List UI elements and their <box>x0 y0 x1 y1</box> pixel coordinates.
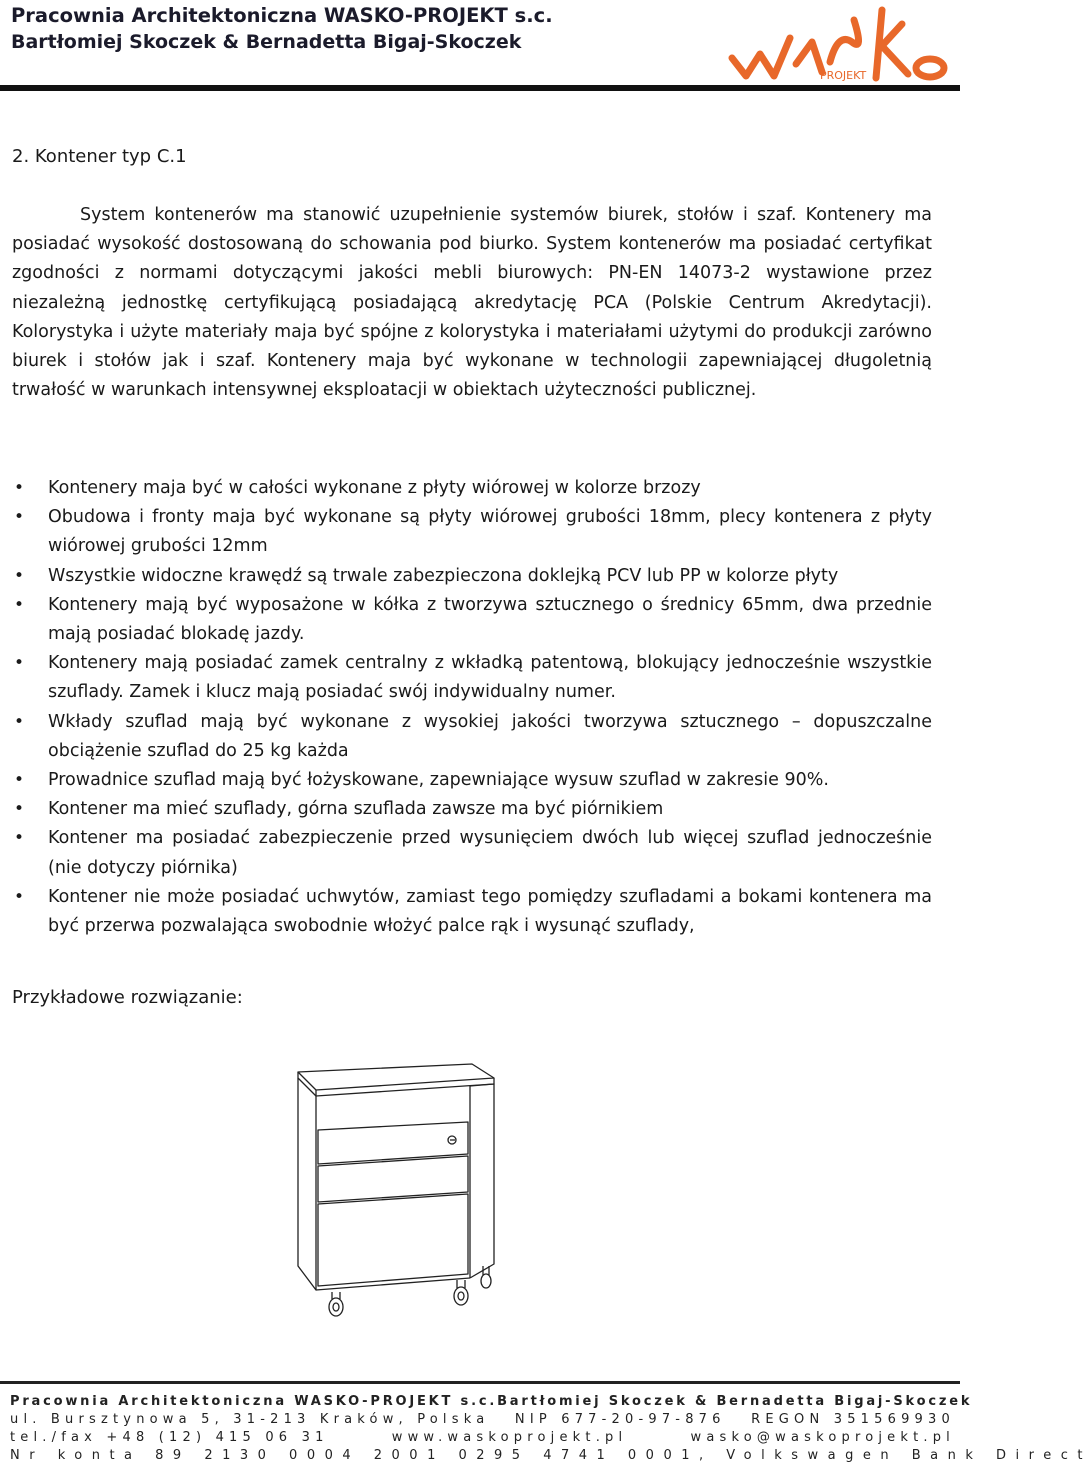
list-item <box>12 562 932 591</box>
bullet-icon: • <box>14 770 25 791</box>
footer-website-link[interactable]: www.waskoprojekt.pl <box>391 1430 628 1445</box>
footer-row-4 <box>10 1448 1092 1463</box>
list-item <box>12 795 932 824</box>
list-item-text: Kontener ma mieć szuflady, górna szuflada zawsze ma być piórnikiem <box>48 799 664 820</box>
footer-row-3 <box>10 1430 955 1445</box>
logo-subtitle: PROJEKT <box>820 69 867 82</box>
bullet-icon: • <box>14 507 25 528</box>
footer-company: Pracownia Architektoniczna WASKO-PROJEKT s.c. <box>10 1394 498 1409</box>
footer-row-2 <box>10 1412 955 1427</box>
list-item-text: Prowadnice szuflad mają być łożyskowane, zapewniające wysuw szuflad w zakresie 90%. <box>48 770 829 791</box>
bullet-icon: • <box>14 565 25 586</box>
bullet-icon: • <box>14 799 25 820</box>
footer-nip: NIP 677-20-97-876 <box>514 1412 726 1427</box>
company-name: Pracownia Architektoniczna WASKO-PROJEKT s.c. <box>11 4 553 27</box>
header-rule <box>0 85 960 91</box>
list-item <box>12 591 932 649</box>
list-item-text: Kontenery maja być w całości wykonane z płyty wiórowej w kolorze brzozy <box>48 478 701 498</box>
footer-email-link[interactable]: wasko@waskoprojekt.pl <box>690 1430 955 1445</box>
list-item-text: Wkłady szuflad mają być wykonane z wysokiej jakości tworzywa sztucznego – dopuszczalne obciążenie szuflad do 25 kg każda <box>48 711 932 761</box>
list-item <box>12 649 932 707</box>
list-item <box>12 824 932 882</box>
container-drawing <box>296 1052 496 1322</box>
bullet-icon: • <box>14 594 25 615</box>
list-item <box>12 474 932 503</box>
footer-owners: Bartłomiej Skoczek & Bernadetta Bigaj-Skoczek <box>497 1394 973 1409</box>
intro-paragraph: System kontenerów ma stanowić uzupełnienie systemów biurek, stołów i szaf. Kontenery ma posiadać wysokość dostosowaną do schowania pod biurko. System kontenerów ma posiadać certyfikat zgodności z normami dotyczącymi jakości mebli biurowych: PN-EN 14073-2 wystawione przez niezależną jednostkę certyfikującą posiadającą akredytację PCA (Polskie Centrum Akredytacji). Kolorystyka i użyte materiały maja być spójne z kolorystyka i materiałami użytymi do produkcji zarówno biurek i stołów jak i szaf. Kontenery maja być wykonane w technologii zapewniającej długoletnią trwałość w warunkach intensywnej eksploatacji w obiektach użyteczności publicznej. <box>12 205 932 401</box>
section-title: 2. Kontener typ C.1 <box>12 146 187 167</box>
list-item-text: Obudowa i fronty maja być wykonane są płyty wiórowej grubości 18mm, plecy kontenera z płyty wiórowej grubości 12mm <box>48 507 932 557</box>
bullet-icon: • <box>14 828 25 849</box>
footer-rule <box>0 1381 960 1384</box>
footer-regon: REGON 351569930 <box>751 1412 955 1427</box>
list-item <box>12 766 932 795</box>
footer-address: ul. Bursztynowa 5, 31-213 Kraków, Polska <box>10 1412 490 1427</box>
bullet-icon: • <box>14 886 25 907</box>
bullet-icon: • <box>14 711 25 732</box>
company-owners: Bartłomiej Skoczek & Bernadetta Bigaj-Skoczek <box>11 31 522 53</box>
footer-phone: tel./fax +48 (12) 415 06 31 <box>10 1430 329 1445</box>
list-item <box>12 503 932 561</box>
footer-bank-account: Nr konta 89 2130 0004 2001 0295 4741 0001, Volkswagen Bank Direct <box>10 1448 1092 1463</box>
list-item-text: Wszystkie widoczne krawędź są trwale zabezpieczona doklejką PCV lub PP w kolorze płyty <box>48 565 839 586</box>
footer-row-1 <box>10 1394 973 1409</box>
page-header <box>0 0 960 92</box>
list-item-text: Kontenery mają posiadać zamek centralny z wkładką patentową, blokujący jednocześnie wszystkie szuflady. Zamek i klucz mają posiadać swój indywidualny numer. <box>48 653 932 703</box>
example-label: Przykładowe rozwiązanie: <box>12 987 243 1008</box>
list-item <box>12 708 932 766</box>
list-item-text: Kontener nie może posiadać uchwytów, zamiast tego pomiędzy szufladami a bokami kontenera ma być przerwa pozwalająca swobodnie włożyć palce rąk i wysunąć szuflady, <box>48 886 932 937</box>
requirements-list <box>12 474 932 941</box>
bullet-icon: • <box>14 653 25 674</box>
list-item-text: Kontenery mają być wyposażone w kółka z tworzywa sztucznego o średnicy 65mm, dwa przednie mają posiadać blokadę jazdy. <box>48 594 932 645</box>
list-item-text: Kontener ma posiadać zabezpieczenie przed wysunięciem dwóch lub więcej szuflad jednocześnie (nie dotyczy piórnika) <box>48 828 932 878</box>
list-item <box>12 883 932 941</box>
wasko-logo <box>726 2 956 84</box>
bullet-icon: • <box>14 478 25 498</box>
